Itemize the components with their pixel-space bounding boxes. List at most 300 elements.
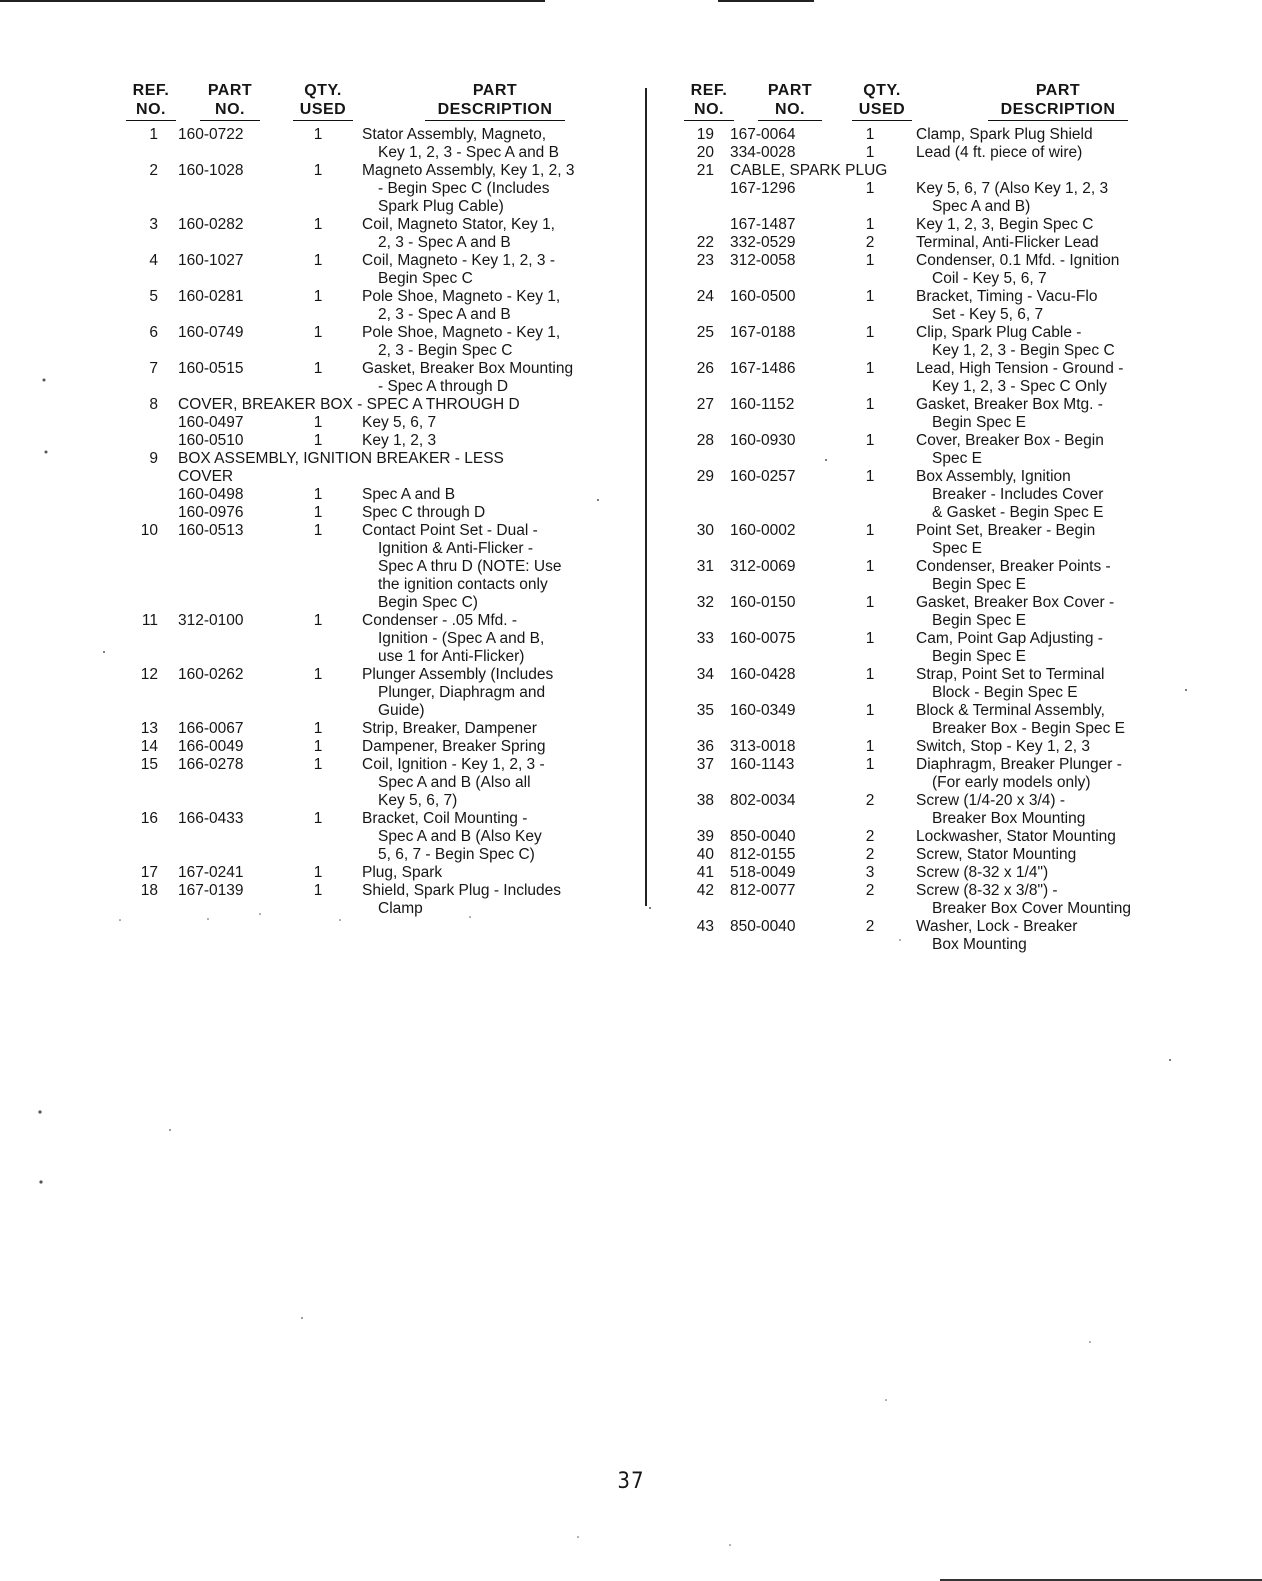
part-description: Screw, Stator Mounting — [916, 846, 1077, 863]
table-row — [126, 252, 626, 270]
quantity-used: 1 — [865, 126, 875, 143]
part-number: 160-0282 — [178, 216, 244, 233]
table-row — [126, 810, 626, 828]
part-description: Key 5, 6, 7 — [362, 414, 437, 431]
quantity-used: 1 — [865, 216, 875, 233]
part-number: 312-0069 — [730, 558, 796, 575]
part-number: 160-0976 — [178, 504, 244, 521]
quantity-used: 1 — [865, 432, 875, 449]
part-description: Key 1, 2, 3, Begin Spec C — [916, 216, 1094, 233]
ref-number: 24 — [696, 288, 714, 305]
quantity-used: 1 — [313, 252, 323, 269]
ref-number: 34 — [696, 666, 714, 683]
part-description: Coil, Magneto Stator, Key 1, — [362, 216, 555, 233]
part-description: Spec E — [932, 540, 982, 557]
table-row — [678, 900, 1238, 918]
part-number: 160-1027 — [178, 252, 244, 269]
header-part-description — [425, 81, 565, 121]
table-row — [126, 774, 626, 792]
part-description: Key 5, 6, 7) — [378, 792, 458, 809]
part-description: Washer, Lock - Breaker — [916, 918, 1078, 935]
part-description: Pole Shoe, Magneto - Key 1, — [362, 288, 561, 305]
part-description: Bracket, Timing - Vacu-Flo — [916, 288, 1098, 305]
part-description: Cam, Point Gap Adjusting - — [916, 630, 1103, 647]
quantity-used: 2 — [865, 828, 875, 845]
quantity-used: 1 — [313, 720, 323, 737]
table-row — [126, 324, 626, 342]
table-row — [126, 594, 626, 612]
table-row — [678, 882, 1238, 900]
table-row — [678, 576, 1238, 594]
quantity-used: 1 — [865, 288, 875, 305]
ref-number: 36 — [696, 738, 714, 755]
table-row — [678, 306, 1238, 324]
top-border-rule — [0, 0, 545, 2]
part-description: Key 1, 2, 3 - Begin Spec C — [932, 342, 1115, 359]
table-row — [126, 756, 626, 774]
table-row — [678, 252, 1238, 270]
table-row — [678, 342, 1238, 360]
table-row — [678, 234, 1238, 252]
ref-number: 42 — [696, 882, 714, 899]
ref-number: 29 — [696, 468, 714, 485]
part-number: 160-0075 — [730, 630, 796, 647]
quantity-used: 1 — [313, 738, 323, 755]
header-qty-line1: QTY. — [863, 82, 901, 99]
part-description: Strip, Breaker, Dampener — [362, 720, 537, 737]
part-description: Block & Terminal Assembly, — [916, 702, 1105, 719]
header-ref-line1: REF. — [690, 82, 728, 99]
part-description: Lead (4 ft. piece of wire) — [916, 144, 1083, 161]
table-row — [126, 666, 626, 684]
quantity-used: 1 — [865, 252, 875, 269]
ref-number: 22 — [696, 234, 714, 251]
table-row — [678, 360, 1238, 378]
header-desc-line1: PART — [472, 82, 518, 99]
part-description: Screw (8-32 x 1/4") — [916, 864, 1049, 881]
part-number: 167-0188 — [730, 324, 796, 341]
header-qty-used — [852, 81, 912, 121]
part-number: 166-0278 — [178, 756, 244, 773]
part-description: Plug, Spark — [362, 864, 443, 881]
table-row — [678, 828, 1238, 846]
header-ref-no — [126, 81, 176, 121]
part-description: Ignition - (Spec A and B, — [378, 630, 545, 647]
table-row — [126, 522, 626, 540]
table-row — [678, 486, 1238, 504]
part-number: 812-0077 — [730, 882, 796, 899]
part-description: Gasket, Breaker Box Cover - — [916, 594, 1115, 611]
ref-number: 28 — [696, 432, 714, 449]
header-ref-line2: NO. — [684, 100, 734, 121]
ref-number: 14 — [140, 738, 158, 755]
table-row — [126, 612, 626, 630]
part-description: Condenser, 0.1 Mfd. - Ignition — [916, 252, 1120, 269]
part-description: Breaker Box - Begin Spec E — [932, 720, 1125, 737]
quantity-used: 1 — [313, 810, 323, 827]
header-desc-line2: DESCRIPTION — [988, 100, 1128, 121]
part-number: 160-0498 — [178, 486, 244, 503]
table-row — [126, 432, 626, 450]
quantity-used: 1 — [865, 468, 875, 485]
part-description: Spark Plug Cable) — [378, 198, 504, 215]
ref-number: 43 — [696, 918, 714, 935]
part-description: Condenser, Breaker Points - — [916, 558, 1111, 575]
ref-number: 21 — [696, 162, 714, 179]
quantity-used: 1 — [865, 666, 875, 683]
table-row — [678, 378, 1238, 396]
table-row — [126, 126, 626, 144]
ref-number: 2 — [149, 162, 158, 179]
part-description: Begin Spec E — [932, 576, 1026, 593]
part-description: Point Set, Breaker - Begin — [916, 522, 1096, 539]
part-number: 167-0064 — [730, 126, 796, 143]
table-row — [126, 144, 626, 162]
ref-number: 13 — [140, 720, 158, 737]
part-description: 5, 6, 7 - Begin Spec C) — [378, 846, 535, 863]
table-row — [678, 936, 1238, 954]
ref-number: 20 — [696, 144, 714, 161]
part-number: 160-1143 — [730, 756, 795, 773]
table-row — [126, 828, 626, 846]
column-divider — [645, 88, 647, 906]
ref-number: 41 — [696, 864, 714, 881]
part-description: Clamp — [378, 900, 423, 917]
ref-number: 3 — [149, 216, 158, 233]
quantity-used: 2 — [865, 918, 875, 935]
quantity-used: 1 — [313, 486, 323, 503]
part-description: 2, 3 - Begin Spec C — [378, 342, 513, 359]
part-description: Plunger Assembly (Includes — [362, 666, 554, 683]
part-description: Screw (8-32 x 3/8") - — [916, 882, 1058, 899]
right-parts-table — [678, 126, 1238, 954]
part-description: 2, 3 - Spec A and B — [378, 234, 511, 251]
part-description: Coil - Key 5, 6, 7 — [932, 270, 1047, 287]
header-part-no — [758, 81, 822, 121]
part-number: 166-0067 — [178, 720, 244, 737]
quantity-used: 3 — [865, 864, 875, 881]
part-number: 518-0049 — [730, 864, 796, 881]
quantity-used: 1 — [865, 630, 875, 647]
part-description: Lockwasher, Stator Mounting — [916, 828, 1116, 845]
header-ref-no — [684, 81, 734, 121]
table-row — [678, 504, 1238, 522]
part-number: 802-0034 — [730, 792, 796, 809]
part-description: Begin Spec E — [932, 612, 1026, 629]
table-row — [678, 432, 1238, 450]
part-description: Bracket, Coil Mounting - — [362, 810, 528, 827]
part-number: 312-0100 — [178, 612, 244, 629]
table-row — [678, 558, 1238, 576]
table-row — [678, 630, 1238, 648]
part-number: 160-0262 — [178, 666, 244, 683]
ref-number: 11 — [141, 612, 158, 629]
ref-number: 33 — [696, 630, 714, 647]
quantity-used: 1 — [313, 288, 323, 305]
quantity-used: 1 — [865, 558, 875, 575]
part-number: 166-0433 — [178, 810, 244, 827]
ref-number: 27 — [696, 396, 714, 413]
ref-number: 5 — [149, 288, 158, 305]
table-row — [678, 180, 1238, 198]
table-row — [126, 216, 626, 234]
part-number: 167-0241 — [178, 864, 244, 881]
quantity-used: 2 — [865, 846, 875, 863]
table-row — [678, 216, 1238, 234]
part-number: 160-0497 — [178, 414, 244, 431]
ref-number: 25 — [696, 324, 714, 341]
part-number: 160-0515 — [178, 360, 244, 377]
part-description: Cover, Breaker Box - Begin — [916, 432, 1104, 449]
table-row — [678, 162, 1238, 180]
ref-number: 26 — [696, 360, 714, 377]
part-description: Ignition & Anti-Flicker - — [378, 540, 534, 557]
part-number: 160-1152 — [730, 396, 795, 413]
quantity-used: 1 — [313, 612, 323, 629]
header-part-line1: PART — [767, 82, 813, 99]
table-row — [678, 468, 1238, 486]
table-row — [678, 126, 1238, 144]
header-part-line2: NO. — [758, 100, 822, 121]
header-qty-line2: USED — [852, 100, 912, 121]
part-description: Block - Begin Spec E — [932, 684, 1078, 701]
table-row — [678, 756, 1238, 774]
quantity-used: 1 — [865, 144, 875, 161]
part-number: 812-0155 — [730, 846, 796, 863]
header-qty-line2: USED — [293, 100, 353, 121]
header-qty-used — [293, 81, 353, 121]
ref-number: 32 — [696, 594, 714, 611]
ref-number: 7 — [149, 360, 158, 377]
table-row — [126, 738, 626, 756]
group-heading: COVER, BREAKER BOX - SPEC A THROUGH D — [178, 396, 520, 413]
ref-number: 35 — [696, 702, 714, 719]
quantity-used: 1 — [865, 738, 875, 755]
ref-number: 40 — [696, 846, 714, 863]
quantity-used: 1 — [313, 216, 323, 233]
table-row — [126, 198, 626, 216]
quantity-used: 1 — [865, 702, 875, 719]
part-number: 312-0058 — [730, 252, 796, 269]
quantity-used: 1 — [313, 126, 323, 143]
table-row — [126, 396, 626, 414]
part-description: Key 1, 2, 3 - Spec A and B — [378, 144, 559, 161]
part-description: the ignition contacts only — [378, 576, 548, 593]
table-row — [126, 702, 626, 720]
header-part-line2: NO. — [200, 100, 260, 121]
header-qty-line1: QTY. — [304, 82, 342, 99]
group-heading: CABLE, SPARK PLUG — [730, 162, 888, 179]
part-description: Box Mounting — [932, 936, 1027, 953]
table-row — [126, 648, 626, 666]
part-description: Lead, High Tension - Ground - — [916, 360, 1124, 377]
part-description: Spec A and B (Also Key — [378, 828, 542, 845]
table-row — [126, 450, 626, 468]
part-description: Guide) — [378, 702, 425, 719]
table-row — [126, 180, 626, 198]
table-row — [678, 414, 1238, 432]
part-number: 334-0028 — [730, 144, 796, 161]
header-desc-line2: DESCRIPTION — [425, 100, 565, 121]
table-row — [678, 594, 1238, 612]
part-description: Gasket, Breaker Box Mtg. - — [916, 396, 1103, 413]
page-number: 37 — [617, 1469, 645, 1494]
part-description: Breaker - Includes Cover — [932, 486, 1104, 503]
table-row — [126, 576, 626, 594]
table-row — [126, 720, 626, 738]
table-row — [126, 342, 626, 360]
part-description: & Gasket - Begin Spec E — [932, 504, 1104, 521]
part-description: Spec C through D — [362, 504, 486, 521]
part-description: Screw (1/4-20 x 3/4) - — [916, 792, 1066, 809]
ref-number: 18 — [140, 882, 158, 899]
ref-number: 31 — [696, 558, 714, 575]
quantity-used: 1 — [865, 360, 875, 377]
part-description: Condenser - .05 Mfd. - — [362, 612, 518, 629]
quantity-used: 1 — [313, 360, 323, 377]
header-part-line1: PART — [207, 82, 253, 99]
table-row — [126, 882, 626, 900]
part-number: 160-0722 — [178, 126, 244, 143]
part-description: Key 1, 2, 3 — [362, 432, 437, 449]
ref-number: 4 — [149, 252, 158, 269]
part-description: Pole Shoe, Magneto - Key 1, — [362, 324, 561, 341]
part-description: Key 5, 6, 7 (Also Key 1, 2, 3 — [916, 180, 1109, 197]
part-description: Terminal, Anti-Flicker Lead — [916, 234, 1099, 251]
part-description: Strap, Point Set to Terminal — [916, 666, 1105, 683]
part-description: Shield, Spark Plug - Includes — [362, 882, 562, 899]
header-ref-line2: NO. — [126, 100, 176, 121]
part-description: Spec A thru D (NOTE: Use — [378, 558, 562, 575]
table-row — [126, 162, 626, 180]
table-row — [678, 720, 1238, 738]
table-row — [126, 846, 626, 864]
quantity-used: 1 — [313, 522, 323, 539]
table-row — [126, 864, 626, 882]
table-row — [678, 450, 1238, 468]
left-parts-table — [126, 126, 626, 918]
ref-number: 9 — [149, 450, 158, 467]
header-part-description — [988, 81, 1128, 121]
part-number: 160-0257 — [730, 468, 796, 485]
table-row — [678, 666, 1238, 684]
top-border-rule-fragment — [718, 0, 814, 2]
group-heading: BOX ASSEMBLY, IGNITION BREAKER - LESS — [178, 450, 504, 467]
part-description: Clamp, Spark Plug Shield — [916, 126, 1093, 143]
table-row — [678, 270, 1238, 288]
table-row — [678, 648, 1238, 666]
table-row — [126, 288, 626, 306]
ref-number: 19 — [696, 126, 714, 143]
table-row — [678, 612, 1238, 630]
table-row — [126, 558, 626, 576]
quantity-used: 2 — [865, 234, 875, 251]
part-description: Box Assembly, Ignition — [916, 468, 1071, 485]
part-description: Coil, Magneto - Key 1, 2, 3 - — [362, 252, 555, 269]
ref-number: 38 — [696, 792, 714, 809]
part-description: Set - Key 5, 6, 7 — [932, 306, 1044, 323]
table-row — [126, 900, 626, 918]
quantity-used: 1 — [865, 756, 875, 773]
part-description: Begin Spec C) — [378, 594, 478, 611]
part-description: Dampener, Breaker Spring — [362, 738, 546, 755]
table-row — [126, 234, 626, 252]
part-description: Breaker Box Mounting — [932, 810, 1086, 827]
part-number: 332-0529 — [730, 234, 796, 251]
ref-number: 8 — [149, 396, 158, 413]
table-row — [678, 774, 1238, 792]
part-number: 160-0428 — [730, 666, 796, 683]
ref-number: 12 — [140, 666, 158, 683]
part-description: Key 1, 2, 3 - Spec C Only — [932, 378, 1107, 395]
ref-number: 15 — [140, 756, 158, 773]
part-description: use 1 for Anti-Flicker) — [378, 648, 525, 665]
table-row — [126, 468, 626, 486]
header-part-no — [200, 81, 260, 121]
table-row — [126, 270, 626, 288]
ref-number: 30 — [696, 522, 714, 539]
table-row — [126, 630, 626, 648]
quantity-used: 1 — [865, 324, 875, 341]
table-row — [126, 684, 626, 702]
quantity-used: 1 — [865, 396, 875, 413]
part-number: 167-1486 — [730, 360, 796, 377]
header-ref-line1: REF. — [132, 82, 170, 99]
part-description: Spec A and B) — [932, 198, 1031, 215]
part-number: 160-0150 — [730, 594, 796, 611]
table-row — [126, 378, 626, 396]
quantity-used: 2 — [865, 882, 875, 899]
table-row — [678, 738, 1238, 756]
table-row — [678, 144, 1238, 162]
header-desc-line1: PART — [1035, 82, 1081, 99]
table-row — [678, 540, 1238, 558]
ref-number: 37 — [696, 756, 714, 773]
quantity-used: 1 — [313, 504, 323, 521]
ref-number: 6 — [149, 324, 158, 341]
table-row — [126, 306, 626, 324]
part-description: Stator Assembly, Magneto, — [362, 126, 547, 143]
part-number: 166-0049 — [178, 738, 244, 755]
part-number: 160-0002 — [730, 522, 796, 539]
part-description: Coil, Ignition - Key 1, 2, 3 - — [362, 756, 545, 773]
quantity-used: 1 — [313, 666, 323, 683]
part-description: Clip, Spark Plug Cable - — [916, 324, 1082, 341]
table-row — [678, 702, 1238, 720]
part-description: - Begin Spec C (Includes — [378, 180, 550, 197]
part-description: 2, 3 - Spec A and B — [378, 306, 511, 323]
table-row — [678, 864, 1238, 882]
table-row — [678, 522, 1238, 540]
part-number: 850-0040 — [730, 828, 796, 845]
part-number: 313-0018 — [730, 738, 796, 755]
table-row — [678, 324, 1238, 342]
part-number: 160-1028 — [178, 162, 244, 179]
table-row — [126, 486, 626, 504]
table-row — [678, 198, 1238, 216]
part-description: Spec E — [932, 450, 982, 467]
part-number: 167-1487 — [730, 216, 796, 233]
part-description: Begin Spec C — [378, 270, 473, 287]
part-description: Switch, Stop - Key 1, 2, 3 — [916, 738, 1091, 755]
table-row — [678, 810, 1238, 828]
part-number: 160-0749 — [178, 324, 244, 341]
part-description: Diaphragm, Breaker Plunger - — [916, 756, 1122, 773]
quantity-used: 1 — [313, 162, 323, 179]
table-row — [126, 540, 626, 558]
ref-number: 16 — [140, 810, 158, 827]
ref-number: 23 — [696, 252, 714, 269]
